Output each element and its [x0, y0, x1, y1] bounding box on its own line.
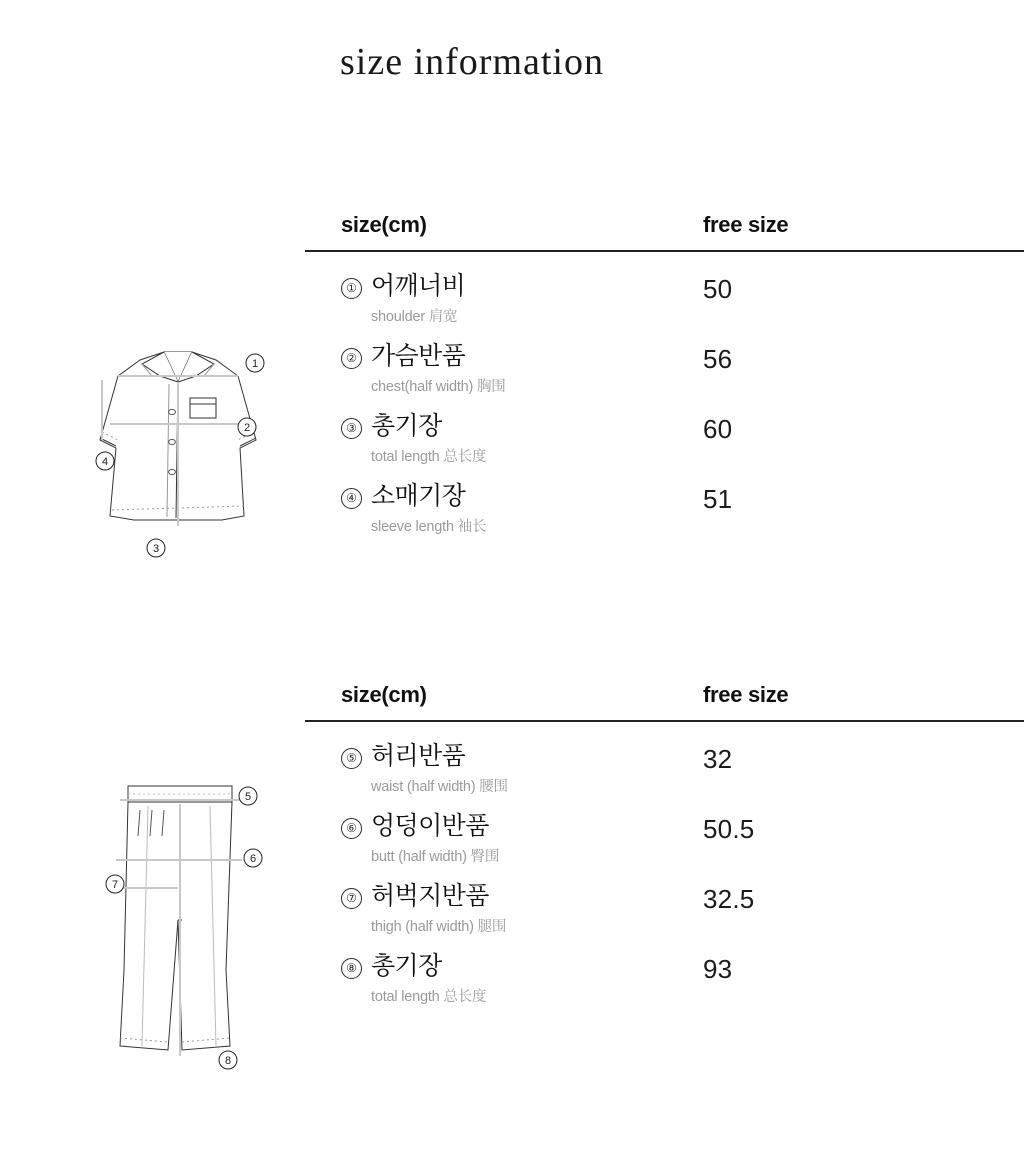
callout-number-icon: ③: [341, 418, 362, 439]
svg-text:8: 8: [224, 1055, 232, 1067]
table-row: [305, 466, 1024, 536]
measure-name-ko: 엉덩이반품: [371, 812, 489, 840]
row-label: [305, 882, 685, 936]
shirt-illustration-svg: [72, 320, 292, 570]
pants-illustration-svg: [90, 760, 290, 1080]
measure-value: 51: [703, 484, 733, 514]
measure-value: 50.5: [703, 814, 755, 844]
svg-text:4: 4: [101, 456, 109, 468]
callout-number-icon: ⑥: [341, 818, 362, 839]
measure-name-ko: 총기장: [371, 952, 442, 980]
measure-value: 32.5: [703, 884, 755, 914]
svg-text:1: 1: [251, 358, 259, 370]
size-table-top: [305, 212, 1024, 536]
row-label: [305, 812, 685, 866]
callout-number-icon: ①: [341, 278, 362, 299]
size-table-bottom: [305, 682, 1024, 1006]
table-body: [305, 256, 1024, 536]
measure-value: 93: [703, 954, 733, 984]
table-row: [305, 256, 1024, 326]
column-header-size: free size: [703, 212, 789, 237]
measure-name-sub: total length 总长度: [371, 449, 487, 465]
row-label: [305, 412, 685, 466]
row-label: [305, 272, 685, 326]
svg-text:3: 3: [152, 543, 160, 555]
table-row: [305, 726, 1024, 796]
measure-name-ko: 허리반품: [371, 742, 466, 770]
measure-name-sub: sleeve length 袖长: [371, 519, 487, 535]
measure-name-ko: 어깨너비: [371, 272, 466, 300]
table-body: [305, 726, 1024, 1006]
callout-number-icon: ⑤: [341, 748, 362, 769]
column-header-measure: size(cm): [341, 212, 427, 237]
measure-name-sub: butt (half width) 臀围: [371, 849, 500, 865]
table-header-row: [305, 682, 1024, 722]
callout-number-icon: ⑦: [341, 888, 362, 909]
measure-name-ko: 총기장: [371, 412, 442, 440]
measure-name-ko: 허벅지반품: [371, 882, 489, 910]
measure-name-ko: 가슴반품: [371, 342, 466, 370]
page-title: size information: [340, 41, 604, 83]
measure-name-sub: chest(half width) 胸围: [371, 379, 506, 395]
measure-name-sub: thigh (half width) 腿围: [371, 919, 507, 935]
table-row: [305, 866, 1024, 936]
callout-number-icon: ⑧: [341, 958, 362, 979]
measure-value: 60: [703, 414, 733, 444]
callout-number-icon: ②: [341, 348, 362, 369]
svg-text:7: 7: [111, 879, 119, 891]
row-label: [305, 952, 685, 1006]
svg-text:2: 2: [243, 422, 251, 434]
table-row: [305, 796, 1024, 866]
row-label: [305, 742, 685, 796]
table-row: [305, 936, 1024, 1006]
callout-number-icon: ④: [341, 488, 362, 509]
row-label: [305, 342, 685, 396]
measure-value: 50: [703, 274, 733, 304]
shirt-diagram: [72, 320, 292, 570]
table-row: [305, 396, 1024, 466]
row-label: [305, 482, 685, 536]
column-header-size: free size: [703, 682, 789, 707]
measure-name-sub: waist (half width) 腰围: [371, 779, 508, 795]
measure-name-sub: total length 总长度: [371, 989, 487, 1005]
column-header-measure: size(cm): [341, 682, 427, 707]
measure-value: 32: [703, 744, 733, 774]
pants-diagram: [90, 760, 290, 1080]
measure-name-sub: shoulder 肩宽: [371, 309, 458, 325]
measure-value: 56: [703, 344, 733, 374]
measure-name-ko: 소매기장: [371, 482, 466, 510]
table-row: [305, 326, 1024, 396]
svg-text:5: 5: [244, 791, 252, 803]
svg-text:6: 6: [249, 853, 257, 865]
table-header-row: [305, 212, 1024, 252]
